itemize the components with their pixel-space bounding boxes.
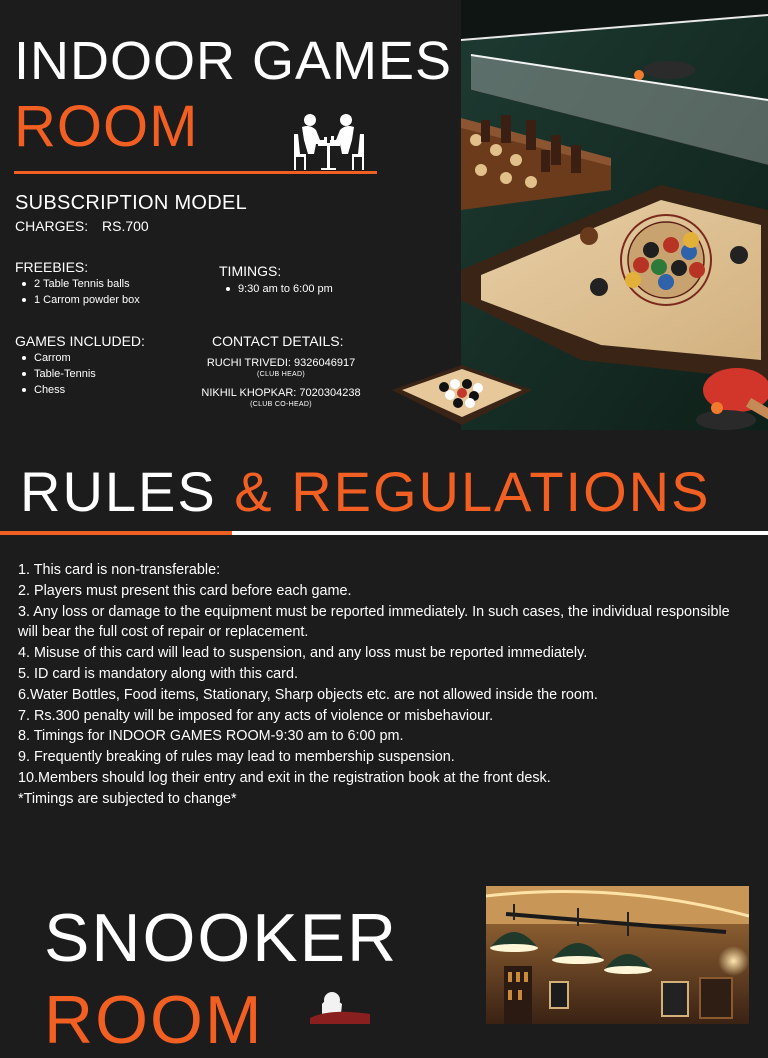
contact-person-line: NIKHIL KHOPKAR: 7020304238 <box>201 387 361 399</box>
games-heading: GAMES INCLUDED: <box>15 333 145 349</box>
snooker-player-icon <box>300 988 380 1024</box>
rules-divider-white <box>232 531 768 535</box>
timings-heading: TIMINGS: <box>219 263 282 279</box>
charges-row <box>15 218 149 234</box>
freebies-heading: FREEBIES: <box>15 259 89 275</box>
page-title-accent: ROOM <box>14 94 199 159</box>
rule-line: 4. Misuse of this card will lead to suspension, and any loss must be reported immediately. <box>18 645 588 662</box>
list-item: Carrom <box>34 350 96 366</box>
list-item: Table-Tennis <box>34 368 96 380</box>
page-title: INDOOR GAMES <box>14 31 453 91</box>
snooker-title: SNOOKER <box>44 900 399 976</box>
subscription-heading: SUBSCRIPTION MODEL <box>15 192 248 214</box>
games-list <box>12 350 96 398</box>
contact-person-role: (CLUB HEAD) <box>256 371 306 378</box>
chess-players-icon <box>280 110 378 172</box>
contact-heading: CONTACT DETAILS: <box>212 333 344 349</box>
rule-line: 8. Timings for INDOOR GAMES ROOM-9:30 am to 6:00 pm. <box>18 728 404 745</box>
rule-line: 10.Members should log their entry and exit in the registration book at the front desk. <box>18 769 551 786</box>
contact-person-line: RUCHI TRIVEDI: 9326046917 <box>206 357 356 369</box>
snooker-title-accent: ROOM <box>44 982 264 1058</box>
rules-title-white: RULES <box>20 460 217 523</box>
rules-title-orange: & REGULATIONS <box>234 460 711 523</box>
charges-label: CHARGES: <box>15 218 89 234</box>
title-underline <box>14 171 377 174</box>
freebies-list <box>12 276 140 308</box>
list-item: 2 Table Tennis balls <box>34 276 140 292</box>
timings-list <box>216 281 333 297</box>
rules-title <box>20 460 711 523</box>
rule-line: 1. This card is non-transferable: <box>18 562 221 578</box>
contact-person-role: (CLUB CO-HEAD) <box>250 401 312 408</box>
rule-line: 9. Frequently breaking of rules may lead to membership suspension. <box>18 749 455 766</box>
contact-block <box>186 357 376 408</box>
rule-line: *Timings are subjected to change* <box>18 790 237 807</box>
rule-line: 3. Any loss or damage to the equipment must be reported immediately. In such cases, the individual responsible will bear the full cost of repair or replacement. <box>18 603 730 641</box>
rule-line: 7. Rs.300 penalty will be imposed for any acts of violence or misbehaviour. <box>18 707 494 724</box>
rule-line: 2. Players must present this card before each game. <box>18 582 352 599</box>
rules-divider-orange <box>0 531 232 535</box>
snooker-room-image <box>486 886 749 1024</box>
carrom-board-icon <box>392 360 532 430</box>
rules-list <box>18 560 740 810</box>
list-item: 1 Carrom powder box <box>34 294 140 306</box>
rule-line: 5. ID card is mandatory along with this card. <box>18 665 298 682</box>
list-item: Chess <box>34 382 96 398</box>
list-item: 9:30 am to 6:00 pm <box>238 283 333 295</box>
rule-line: 6.Water Bottles, Food items, Stationary, Sharp objects etc. are not allowed inside the room. <box>18 686 598 703</box>
charges-value: RS.700 <box>102 218 149 234</box>
